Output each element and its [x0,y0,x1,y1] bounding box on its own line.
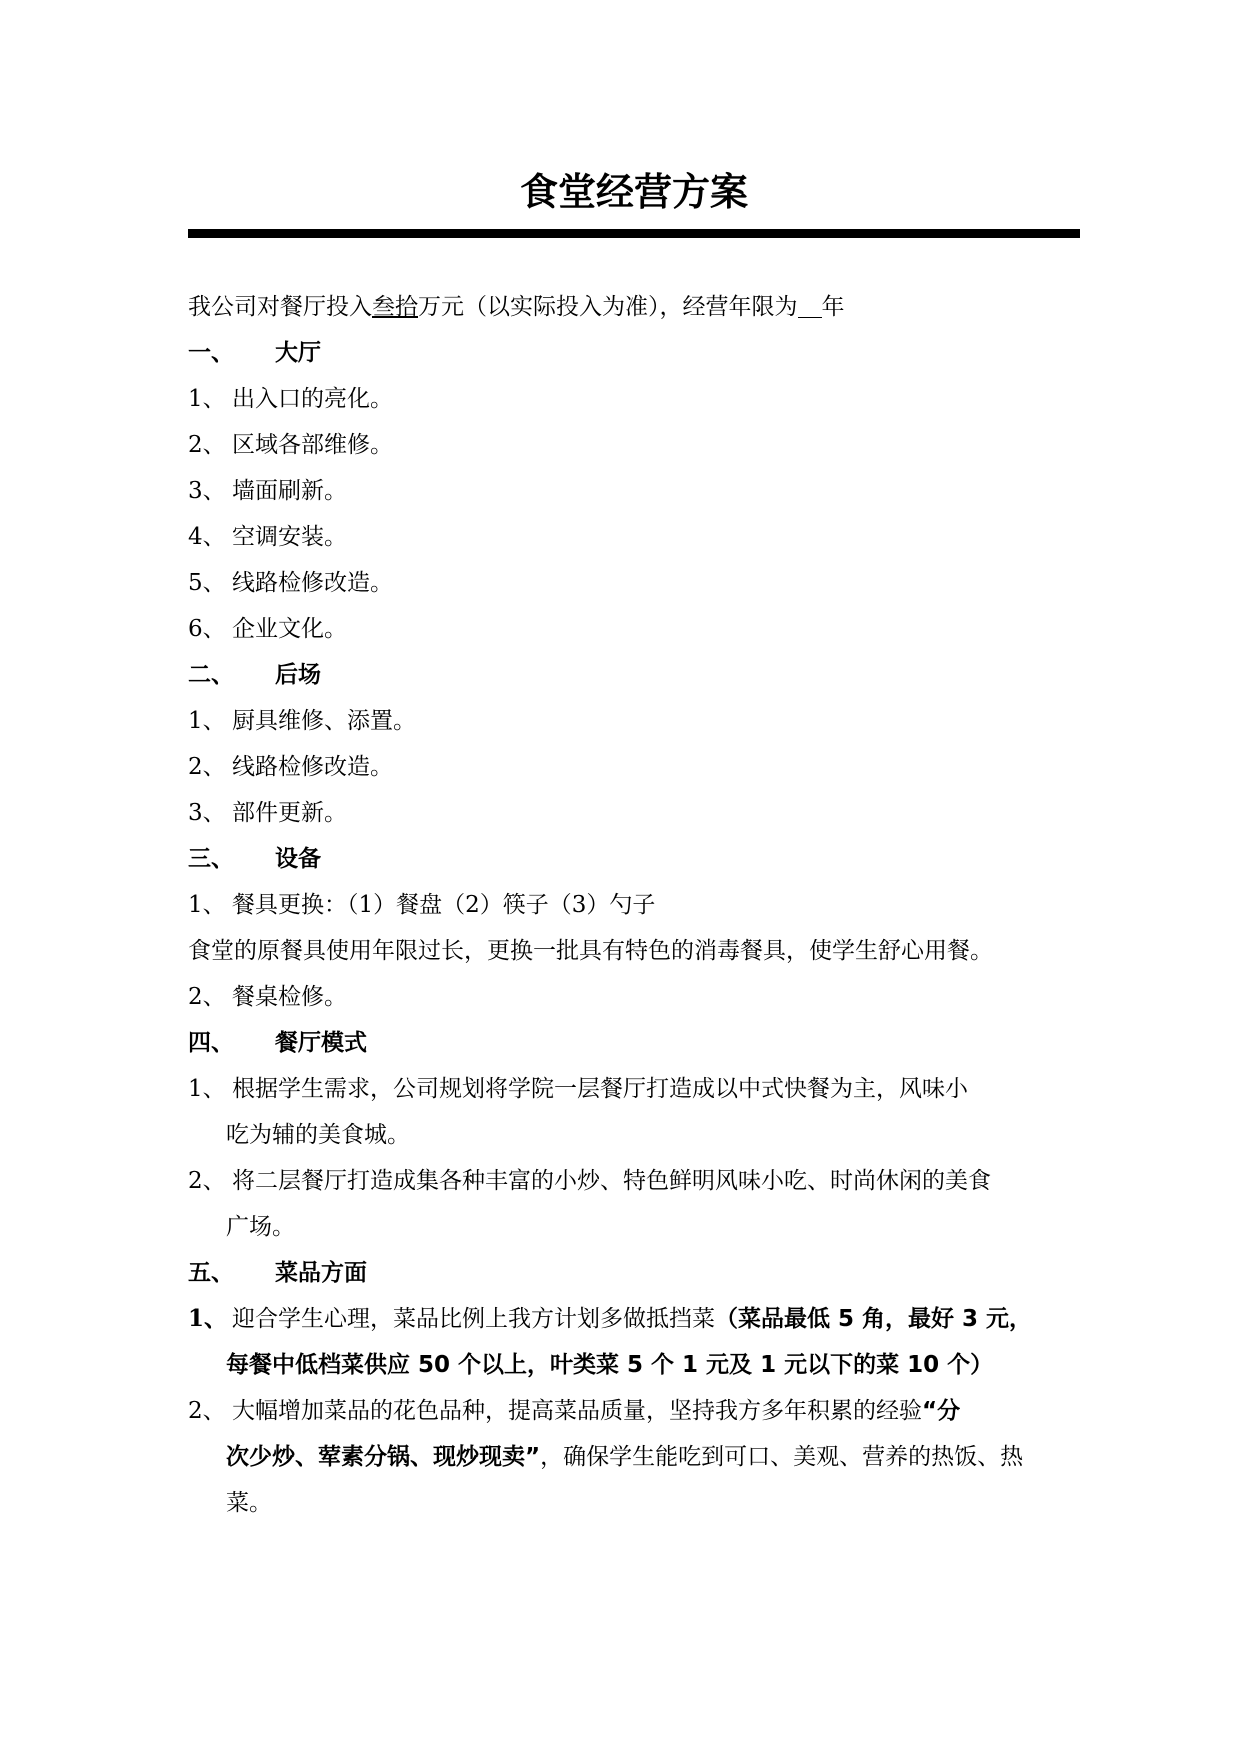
list-item [188,468,1068,514]
section-title: 菜品方面 [275,1260,367,1286]
section-title: 设备 [275,846,321,872]
years-blank [798,291,822,318]
item-text: 部件更新。 [232,800,347,826]
item-number: 2、 [188,1398,226,1424]
item-text: 迎合学生心理，菜品比例上我方计划多做抵挡菜 [232,1306,715,1332]
title-rule [188,229,1080,238]
section-number: 五、 [188,1260,234,1286]
item-text: 企业文化。 [232,616,347,642]
section-heading-dishes [188,1250,1068,1296]
section-heading-backstage [188,652,1068,698]
item-number: 2、 [188,984,226,1010]
intro-text-2: 万元（以实际投入为准），经营年限为 [418,294,798,320]
section-heading-hall [188,330,1068,376]
item-number: 3、 [188,478,226,504]
section-heading-mode [188,1020,1068,1066]
section-number: 三、 [188,846,234,872]
list-item [188,560,1068,606]
item-number: 2、 [188,754,226,780]
list-item [188,1066,1068,1112]
document-body [188,284,1068,1526]
item-number: 6、 [188,616,226,642]
item-number: 2、 [188,432,226,458]
list-item [188,376,1068,422]
item-text: 根据学生需求，公司规划将学院一层餐厅打造成以中式快餐为主，风味小 [232,1076,968,1102]
item-number: 1、 [188,386,226,412]
list-item-continuation: 广场。 [226,1214,295,1240]
section-title: 餐厅模式 [275,1030,367,1056]
item-number: 2、 [188,1168,226,1194]
item-text: 线路检修改造。 [232,754,393,780]
item-text: 将二层餐厅打造成集各种丰富的小炒、特色鲜明风味小吃、时尚休闲的美食 [232,1168,991,1194]
list-item [188,422,1068,468]
section-title: 大厅 [275,340,321,366]
item-number: 5、 [188,570,226,596]
document-title: 食堂经营方案 [519,170,748,214]
list-item [188,1388,1068,1434]
item-text: 餐桌检修。 [232,984,347,1010]
item-text: 区域各部维修。 [232,432,393,458]
list-item-continuation: 吃为辅的美食城。 [226,1122,410,1148]
list-item [188,1296,1068,1342]
item-number: 1、 [188,1076,226,1102]
intro-paragraph [188,284,1068,330]
list-item-continuation: 菜。 [226,1490,272,1516]
item-text: 线路检修改造。 [232,570,393,596]
list-item [188,974,1068,1020]
section-number: 二、 [188,662,234,688]
item-text: 墙面刷新。 [232,478,347,504]
list-item [188,790,1068,836]
item-text: 出入口的亮化。 [232,386,393,412]
list-item [188,514,1068,560]
item-number: 1、 [188,892,226,918]
list-item [188,606,1068,652]
intro-text: 我公司对餐厅投入 [188,294,372,320]
equipment-paragraph: 食堂的原餐具使用年限过长，更换一批具有特色的消毒餐具，使学生舒心用餐。 [188,938,993,964]
item-text: 厨具维修、添置。 [232,708,416,734]
intro-end: 年 [821,294,845,320]
experience-quote: “分 [922,1398,961,1424]
section-title: 后场 [275,662,321,688]
item-text: ，确保学生能吃到可口、美观、营养的热饭、热 [540,1444,1024,1470]
list-item [188,744,1068,790]
item-number: 1、 [188,708,226,734]
list-item [188,698,1068,744]
section-number: 四、 [188,1030,234,1056]
price-note: （菜品最低 5 角，最好 3 元， [715,1306,1033,1332]
section-number: 一、 [188,340,234,366]
investment-amount: 叁拾 [372,294,418,320]
item-text: 大幅增加菜品的花色品种，提高菜品质量，坚持我方多年积累的经验 [232,1398,922,1424]
price-note-continuation: 每餐中低档菜供应 50 个以上，叶类菜 5 个 1 元及 1 元以下的菜 10 个） [226,1352,994,1378]
list-item-continuation [188,1434,1068,1480]
experience-quote-continuation: 次少炒、荤素分锅、现炒现卖” [226,1444,541,1470]
item-number: 4、 [188,524,226,550]
item-number: 1、 [188,1305,228,1332]
list-item [188,882,1068,928]
list-item [188,1158,1068,1204]
item-text: 空调安装。 [232,524,347,550]
item-number: 3、 [188,800,226,826]
item-text: 餐具更换：（1）餐盘（2）筷子（3）勺子 [232,892,656,918]
section-heading-equipment [188,836,1068,882]
